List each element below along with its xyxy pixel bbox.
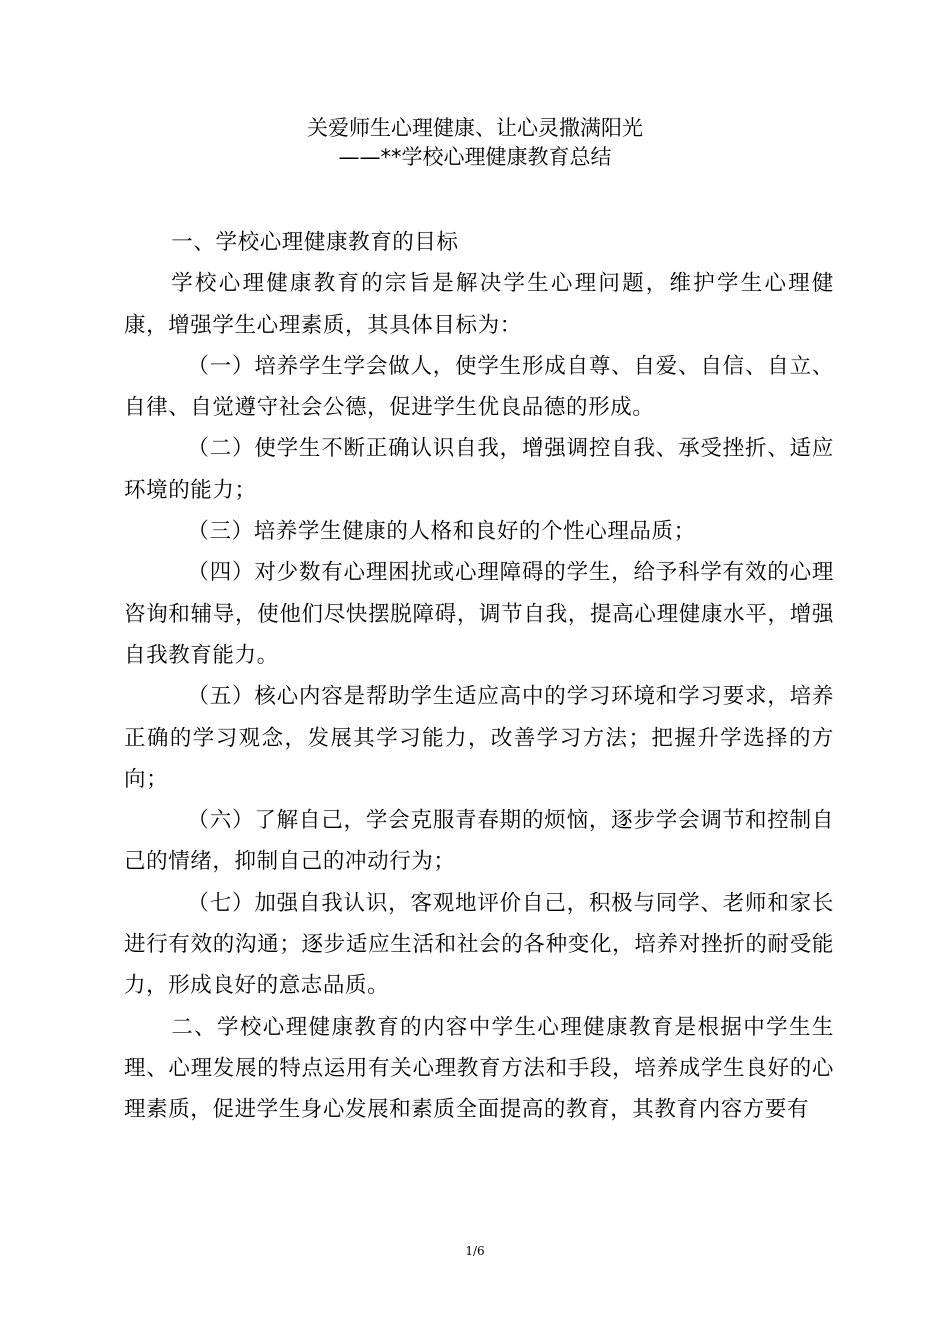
list-item-goal-5: （五）核心内容是帮助学生适应高中的学习环境和学习要求，培养正确的学习观念，发展其学习能力，改善学习方法；把握升学选择的方向；: [124, 684, 834, 792]
list-item-goal-1: （一）培养学生学会做人，使学生形成自尊、自爱、自信、自立、自律、自觉遵守社会公德，促进学生优良品德的形成。: [124, 353, 834, 421]
list-item-goal-4: （四）对少数有心理困扰或心理障碍的学生，给予科学有效的心理咨询和辅导，使他们尽快摆脱障碍，调节自我，提高心理健康水平，增强自我教育能力。: [124, 560, 834, 668]
section-heading-goals: 一、学校心理健康教育的目标: [171, 230, 459, 255]
section-content-paragraph: 二、学校心理健康教育的内容中学生心理健康教育是根据中学生生理、心理发展的特点运用有关心理教育方法和手段，培养成学生良好的心理素质，促进学生身心发展和素质全面提高的教育，其教育内容方要有: [124, 1014, 834, 1123]
paragraph-purpose: 学校心理健康教育的宗旨是解决学生心理问题，维护学生心理健康，增强学生心理素质，其具体目标为：: [124, 271, 834, 338]
list-item-goal-7: （七）加强自我认识，客观地评价自己，积极与同学、老师和家长进行有效的沟通；逐步适应生活和社会的各种变化，培养对挫折的耐受能力，形成良好的意志品质。: [124, 890, 834, 999]
document-title: 关爱师生心理健康、让心灵撒满阳光: [307, 116, 643, 140]
list-item-goal-3: （三）培养学生健康的人格和良好的个性心理品质；: [187, 519, 696, 545]
page-number: 1/6: [465, 1244, 485, 1258]
list-item-goal-6: （六）了解自己，学会克服青春期的烦恼，逐步学会调节和控制自己的情绪，抑制自己的冲动行为；: [124, 808, 834, 875]
list-item-goal-2: （二）使学生不断正确认识自我，增强调控自我、承受挫折、适应环境的能力；: [124, 436, 834, 503]
document-body: [124, 222, 834, 1131]
document-subtitle: ——**学校心理健康教育总结: [338, 145, 612, 169]
